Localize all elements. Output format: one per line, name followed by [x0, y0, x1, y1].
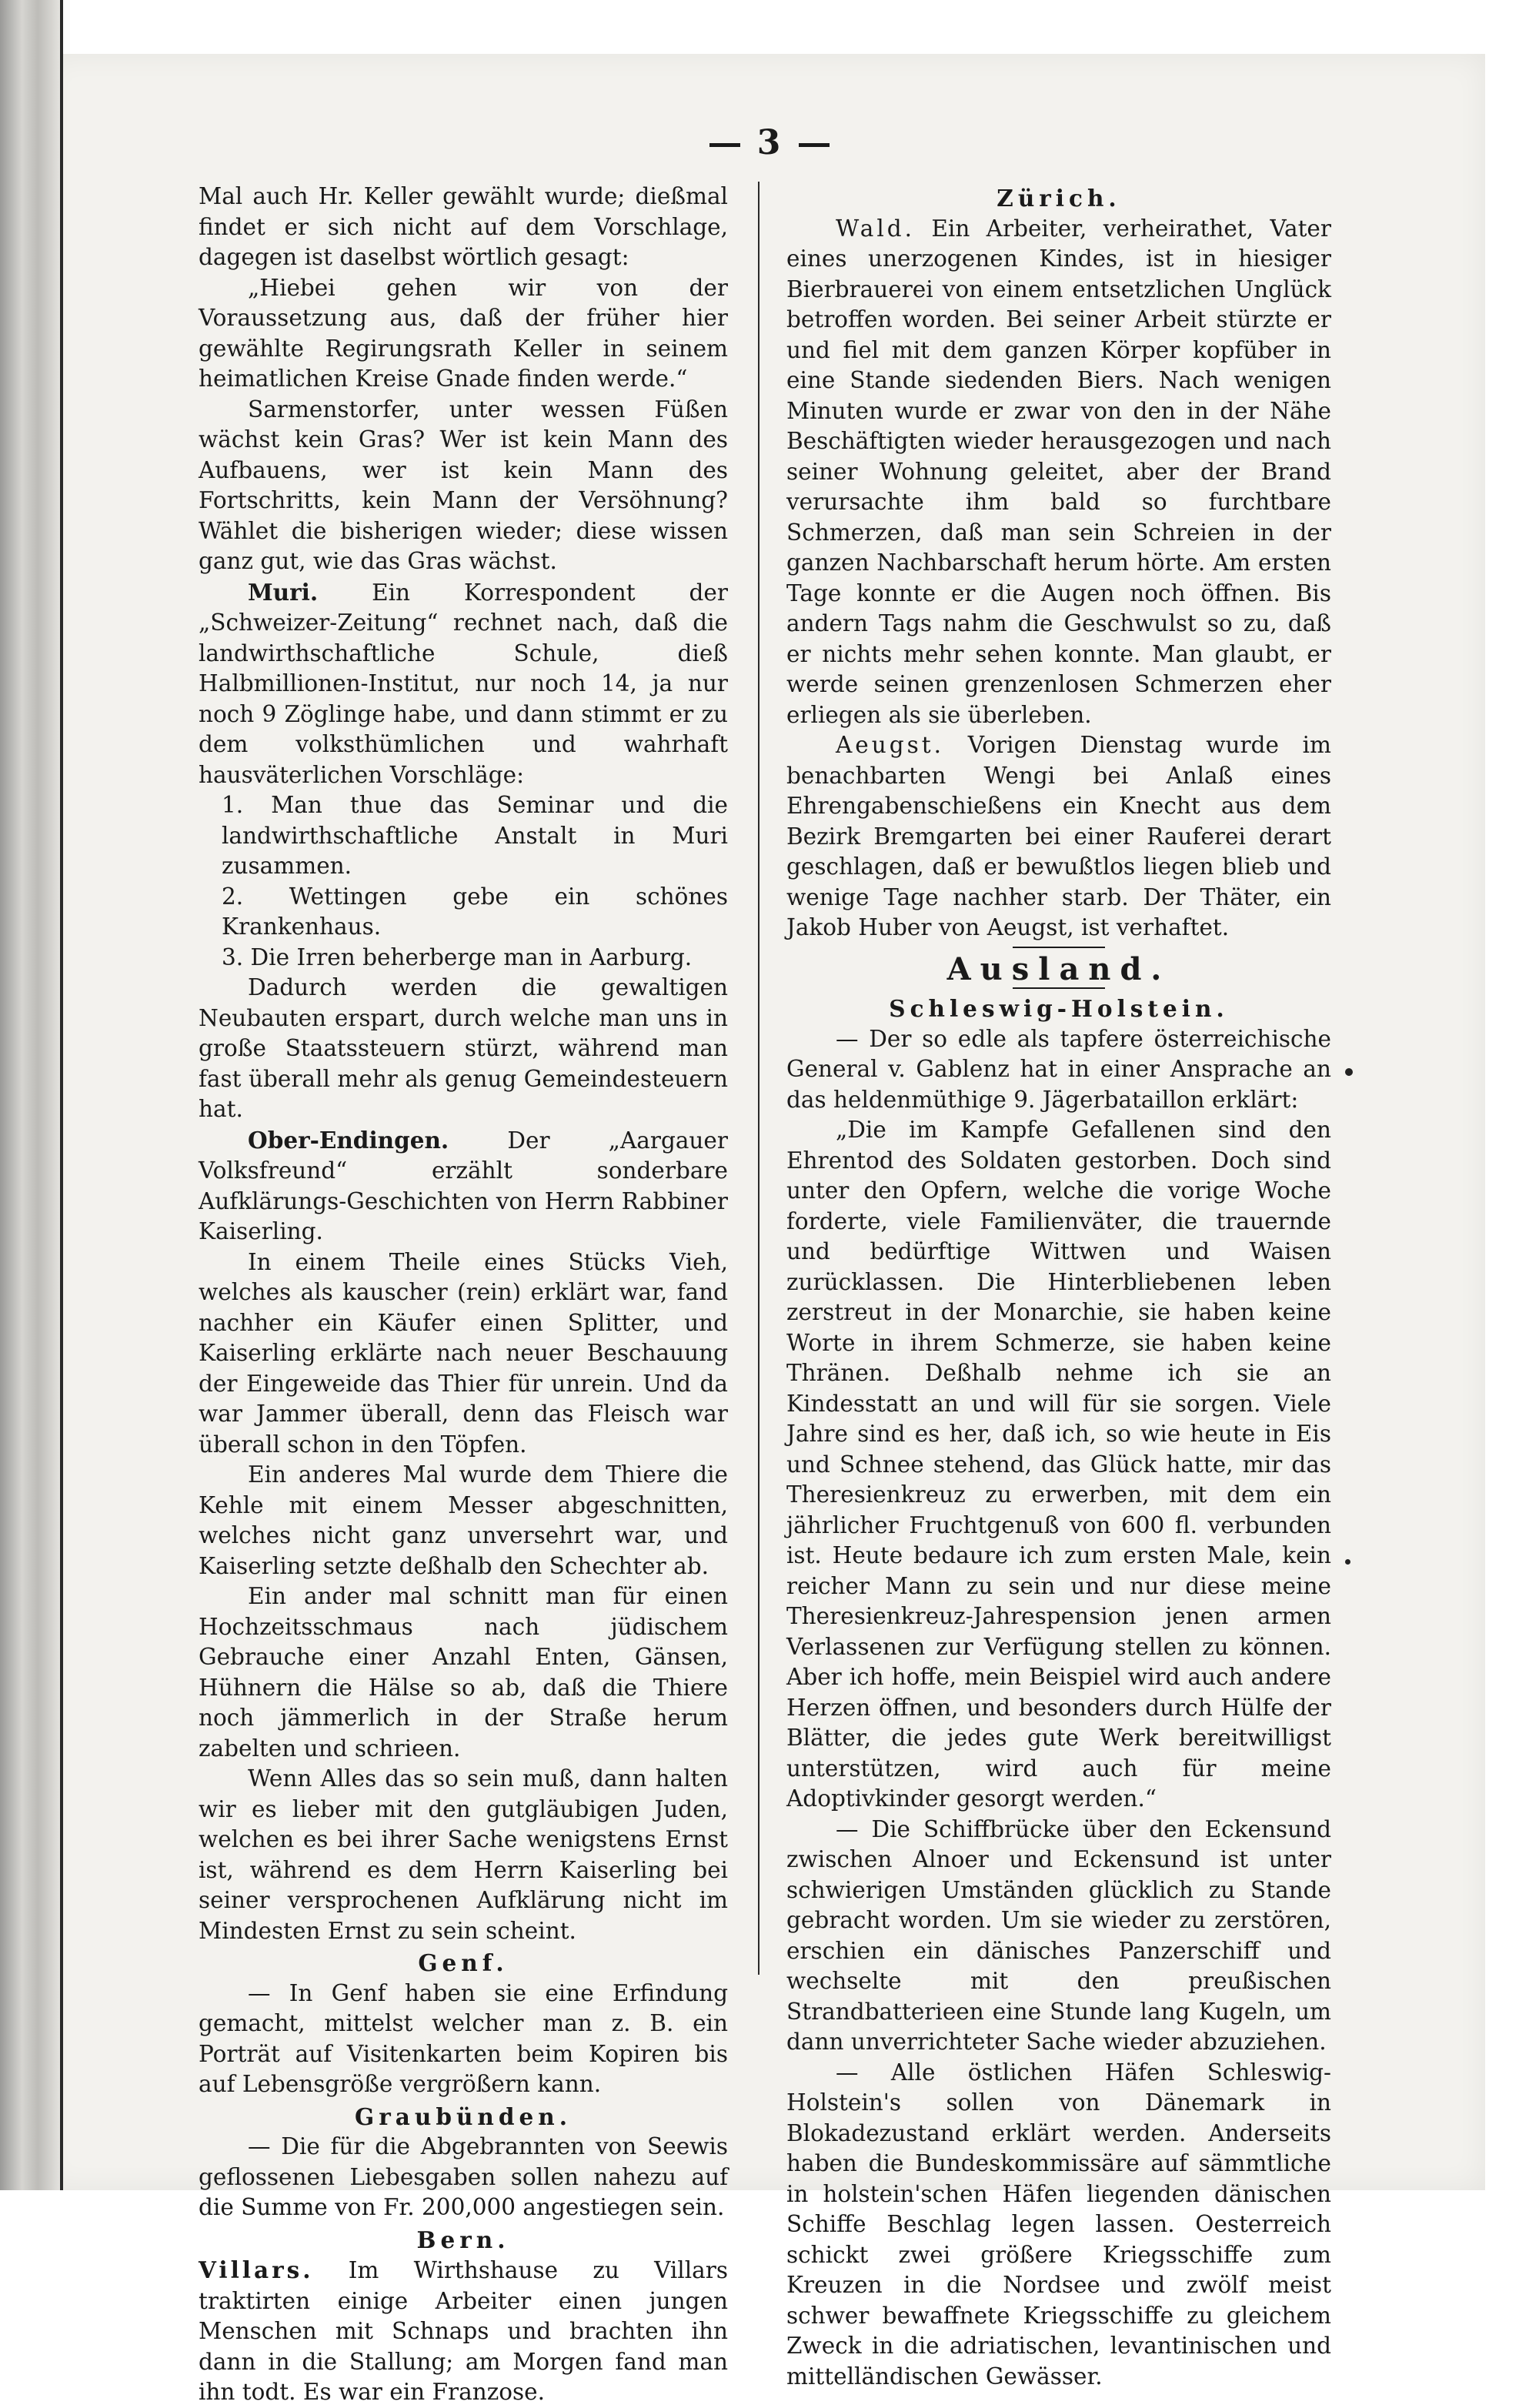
heading-zuerich: Zürich.: [997, 185, 1121, 212]
right-paragraph: — Alle östlichen Häfen Schleswig-Holstein's sollen von Dänemark in Blokadezustand erklärt werden. Anderseits haben die Bundeskommissäre auf sämmtliche in holstein'schen Häfen liegenden dänischen Schiffe Beschlag legen lassen. Oesterreich schickt zwei größere Kriegsschiffe zum Kreuzen in die Nordsee und zwölf meist schwer bewaffnete Kriegsschiffe zu gleichem Zweck in die adriatischen, levantinischen und mittelländischen Gewässer.: [786, 2059, 1331, 2390]
heading-graubuenden: Graubünden.: [355, 2102, 572, 2130]
right-paragraph-text: Vorigen Dienstag wurde im benachbarten Wengi bei Anlaß eines Ehrengabenschießens ein Knecht aus dem Bezirk Bremgarten bei einer Rauferei derart geschlagen, daß er bewußtlos liegen blieb und wenige Tage nachher starb. Der Thäter, ein Jakob Huber von Aeugst, ist verhaftet.: [786, 732, 1331, 940]
page-number-dash-left: [709, 143, 740, 147]
runin-muri: Muri.: [248, 578, 319, 606]
left-paragraph-villars: [199, 2255, 728, 2408]
right-paragraph-aeugst: [786, 730, 1331, 943]
list-item: 3. Die Irren beherberge man in Aarburg.: [222, 943, 693, 970]
runin-ober-endingen: Ober-Endingen.: [248, 1126, 449, 1154]
column-divider: [758, 182, 759, 1975]
page-number: [0, 123, 1539, 162]
page-number-dash-right: [799, 143, 830, 147]
heading-ausland: Ausland.: [946, 950, 1171, 987]
heading-schleswig-holstein: Schleswig-Holstein.: [889, 995, 1229, 1022]
scan-speck: [1345, 1068, 1353, 1076]
left-paragraph: „Hiebei gehen wir von der Voraussetzung aus, daß der früher hier gewählte Regirungsrath Keller in seinem heimatlichen Kreise Gnade finden werde.“: [199, 274, 728, 392]
left-paragraph: Wenn Alles das so sein muß, dann halten wir es lieber mit den gutgläubigen Juden, welchen es bei ihrer Sache wenigstens Ernst ist, während es dem Herrn Kaiserling bei seiner versprochenen Aufklärung nicht im Mindesten Ernst zu sein scheint.: [199, 1765, 728, 1944]
left-column: [199, 182, 728, 2408]
left-paragraph-muri: [199, 577, 728, 791]
heading-genf: Genf.: [418, 1949, 509, 1976]
right-paragraph-text: Ein Arbeiter, verheirathet, Vater eines unerzogenen Kindes, ist in hiesiger Bierbrauerei von einem entsetzlichen Unglück betroffen worden. Bei seiner Arbeit stürzte er und fiel mit dem ganzen Körper kopfüber in eine Stande siedenden Biers. Nach wenigen Minuten wurde er zwar von den in der Nähe Beschäftigten wieder herausgezogen und nach seiner Wohnung geleitet, aber der Brand verursachte ihm bald so furchtbare Schmerzen, daß man sein Schreien in der ganzen Nachbarschaft herum hörte. Am ersten Tage konnte er die Augen noch öffnen. Bis andern Tags nahm die Geschwulst so zu, daß er nichts mehr sehen konnte. Man glaubt, er werde seinen grenzenlosen Schmerzen eher erliegen als sie überleben.: [786, 215, 1331, 728]
left-paragraph: Ein ander mal schnitt man für einen Hochzeitsschmaus nach jüdischem Gebrauche einer Anzahl Enten, Gänsen, Hühnern die Hälse so ab, daß die Thiere noch jämmerlich in der Straße herum zabelten und schrieen.: [199, 1583, 728, 1762]
left-paragraph: Sarmenstorfer, unter wessen Füßen wächst kein Gras? Wer ist kein Mann des Aufbauens, wer ist kein Mann des Fortschritts, kein Mann der Versöhnung? Wählet die bisherigen wieder; diese wissen ganz gut, wie das Gras wächst.: [199, 396, 728, 574]
right-paragraph: — Der so edle als tapfere österreichische General v. Gablenz hat in einer Ansprache an das heldenmüthige 9. Jägerbataillon erklärt:: [786, 1025, 1331, 1113]
runin-aeugst: Aeugst.: [836, 732, 945, 758]
left-paragraph-text: Ein Korrespondent der „Schweizer-Zeitung“ rechnet nach, daß die landwirthschaftliche Schule, dieß Halbmillionen-Institut, nur noch 14, ja nur noch 9 Zöglinge habe, und dann stimmt er zu dem volksthümlichen und wahrhaft hausväterlichen Vorschläge:: [199, 579, 728, 788]
runin-wald: Wald.: [836, 215, 916, 242]
list-item: 1. Man thue das Seminar und die landwirthschaftliche Anstalt in Muri zusammen.: [222, 792, 728, 879]
section-rule: [1013, 987, 1105, 989]
right-paragraph-wald: [786, 214, 1331, 731]
binding-strip: [0, 0, 63, 2190]
right-paragraph: — Die Schiffbrücke über den Eckensund zwischen Alnoer und Eckensund ist unter schwierigen Umständen glücklich zu Stande gebracht worden. Um sie wieder zu zerstören, erschien ein dänisches Panzerschiff und wechselte mit den preußischen Strandbatterieen eine Stunde lang Kugeln, um dann unverrichteter Sache wieder abzuziehen.: [786, 1815, 1331, 2055]
right-paragraph-quote: „Die im Kampfe Gefallenen sind den Ehrentod des Soldaten gestorben. Doch sind unter den Opfern, welche die vorige Woche forderte, viele Familienväter, die trauernde und bedürftige Wittwen und Waisen zurücklassen. Die Hinterbliebenen leben zerstreut in der Monarchie, sie haben keine Worte in ihrem Schmerze, sie haben keine Thränen. Deßhalb nehme ich sie an Kindesstatt an und will für sie sorgen. Viele Jahre sind es her, daß ich, so wie heute in Eis und Schnee stehend, das Glück hatte, mir das Theresienkreuz zu erwerben, mit dem ein jährlicher Fruchtgenuß von 600 fl. verbunden ist. Heute bedaure ich zum ersten Male, kein reicher Mann zu sein und nur diese meine Theresienkreuz-Jahrespension jenen armen Verlassenen zur Verfügung stellen zu können. Aber ich hoffe, mein Beispiel wird auch andere Herzen öffnen, und besonders durch Hülfe der Blätter, die jedes gute Werk bereitwilligst unterstützen, wird auch für meine Adoptivkinder gesorgt werden.“: [786, 1117, 1331, 1812]
left-paragraph: Ein anderes Mal wurde dem Thiere die Kehle mit einem Messer abgeschnitten, welches nicht ganz unversehrt war, und Kaiserling setzte deßhalb den Schechter ab.: [199, 1461, 728, 1579]
left-paragraph: — Die für die Abgebrannten von Seewis geflossenen Liebesgaben sollen nahezu auf die Summe von Fr. 200,000 angestiegen sein.: [199, 2133, 728, 2220]
runin-villars: Villars.: [199, 2256, 314, 2283]
top-margin: [46, 0, 1493, 54]
left-paragraph: — In Genf haben sie eine Erfindung gemacht, mittelst welcher man z. B. ein Porträt auf Visitenkarten beim Kopiren bis auf Lebensgröße vergrößern kann.: [199, 1979, 728, 2097]
left-paragraph-text: Im Wirthshause zu Villars traktirten einige Arbeiter einen jungen Menschen mit Schnaps und brachten ihn dann in die Stallung; am Morgen fand man ihn todt. Es war ein Franzose.: [199, 2257, 728, 2405]
right-column: [786, 182, 1331, 2392]
page-number-value: 3: [756, 123, 783, 162]
left-paragraph: Dadurch werden die gewaltigen Neubauten erspart, durch welche man uns in große Staatssteuern stürzt, während man fast überall mehr als genug Gemeindesteuern hat.: [199, 974, 728, 1122]
list-item: 2. Wettingen gebe ein schönes Krankenhaus.: [222, 883, 728, 940]
right-margin: [1485, 0, 1539, 2190]
section-rule: [1013, 947, 1105, 948]
left-paragraph-text: Der „Aargauer Volksfreund“ erzählt sonderbare Aufklärungs-Geschichten von Herrn Rabbiner Kaiserling.: [199, 1127, 728, 1244]
scan-speck: [1345, 1559, 1350, 1565]
left-paragraph: In einem Theile eines Stücks Vieh, welches als kauscher (rein) erklärt war, fand nachher ein Käufer einen Splitter, und Kaiserling erklärte nach neuer Beschauung der Eingeweide das Thier für unrein. Und da war Jammer überall, denn das Fleisch war überall schon in den Töpfen.: [199, 1248, 728, 1458]
heading-bern: Bern.: [416, 2226, 510, 2253]
left-paragraph: Mal auch Hr. Keller gewählt wurde; dießmal findet er sich nicht auf dem Vorschlage, dagegen ist daselbst wörtlich gesagt:: [199, 183, 728, 270]
binding-edge: [60, 0, 63, 2190]
left-paragraph-ober-endingen: [199, 1125, 728, 1247]
